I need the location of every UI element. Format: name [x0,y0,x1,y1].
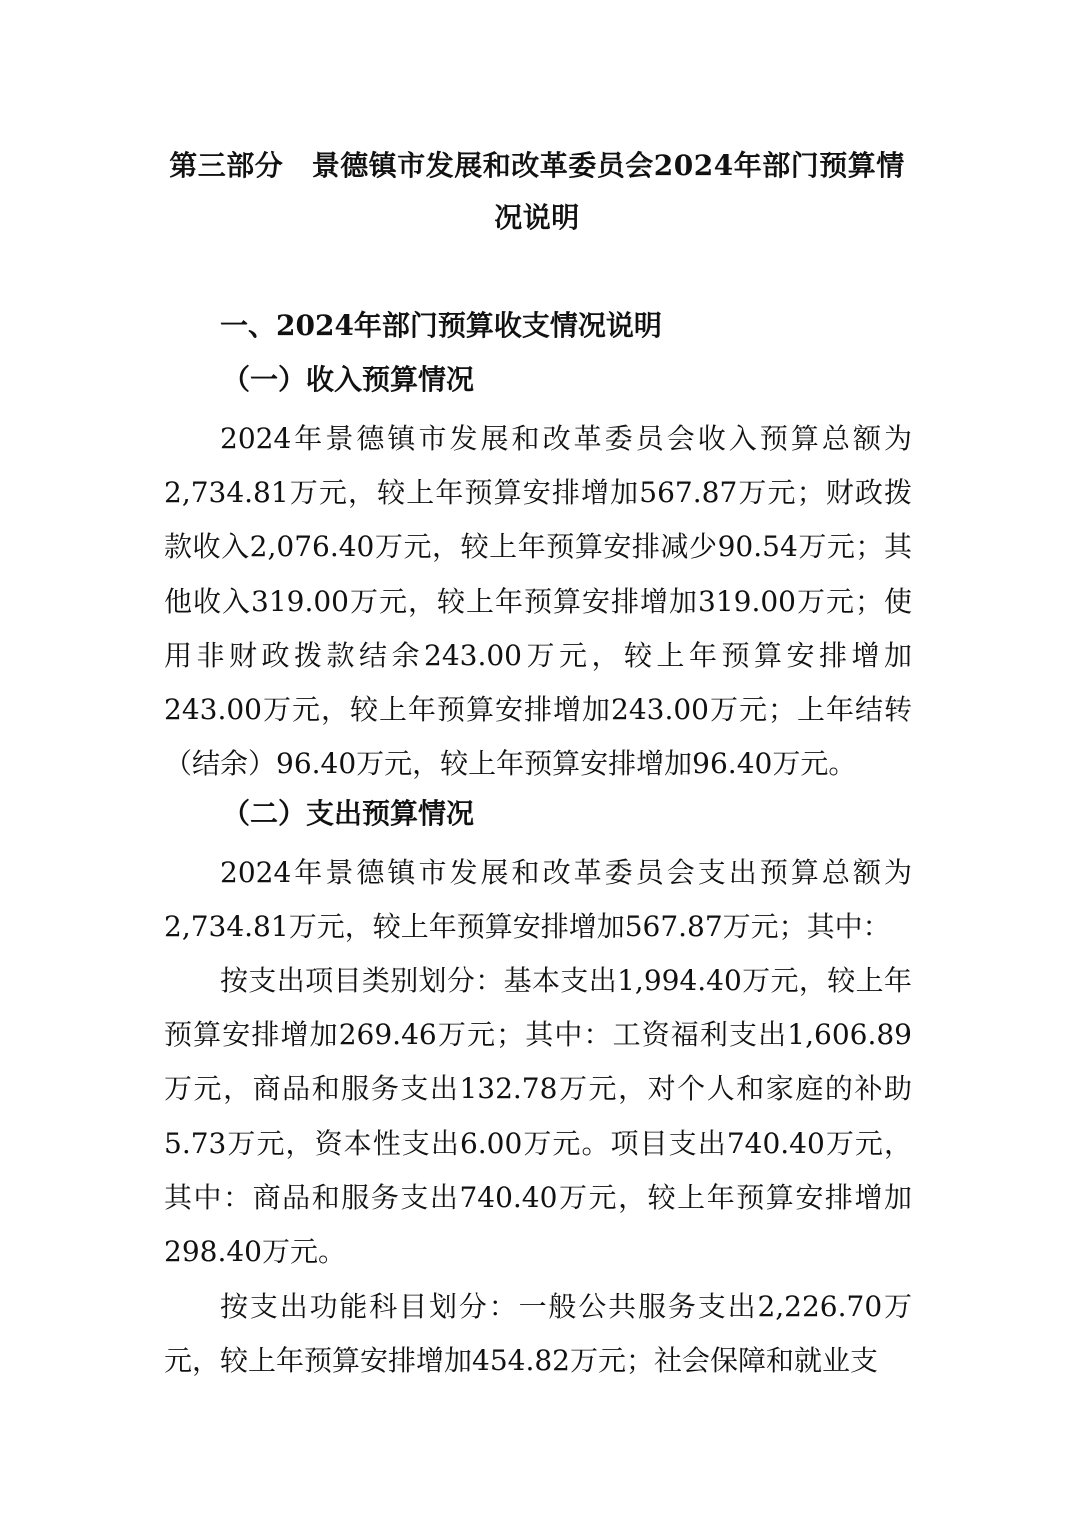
section-heading: 一、2024年部门预算收支情况说明 [220,309,662,342]
expenditure-by-category-paragraph: 按支出项目类别划分：基本支出1,994.40万元，较上年预算安排增加269.46万元；其中：工资福利支出1,606.89万元，商品和服务支出132.78万元，对个人和家庭的补助5.73万元，资本性支出6.00万元。项目支出740.40万元，其中：商品和服务支出740.40万元，较上年预算安排增加298.40万元。 [164,964,912,1269]
expenditure-subheading: （二）支出预算情况 [222,797,475,830]
title-line-2: 况说明 [494,201,580,234]
income-paragraph: 2024年景德镇市发展和改革委员会收入预算总额为2,734.81万元，较上年预算安排增加567.87万元；财政拨款收入2,076.40万元，较上年预算安排减少90.54万元；其他收入319.00万元，较上年预算安排增加319.00万元；使用非财政拨款结余243.00万元，较上年预算安排增加243.00万元，较上年预算安排增加243.00万元；上年结转（结余）96.40万元，较上年预算安排增加96.40万元。 [164,422,912,781]
income-subheading: （一）收入预算情况 [222,363,475,396]
page-title [160,140,914,244]
expenditure-paragraph: 2024年景德镇市发展和改革委员会支出预算总额为2,734.81万元，较上年预算安排增加567.87万元；其中： [164,856,912,944]
title-line-1: 第三部分 景德镇市发展和改革委员会2024年部门预算情 [169,149,905,182]
expenditure-by-function-paragraph: 按支出功能科目划分：一般公共服务支出2,226.70万元，较上年预算安排增加454.82万元；社会保障和就业支 [164,1290,912,1378]
